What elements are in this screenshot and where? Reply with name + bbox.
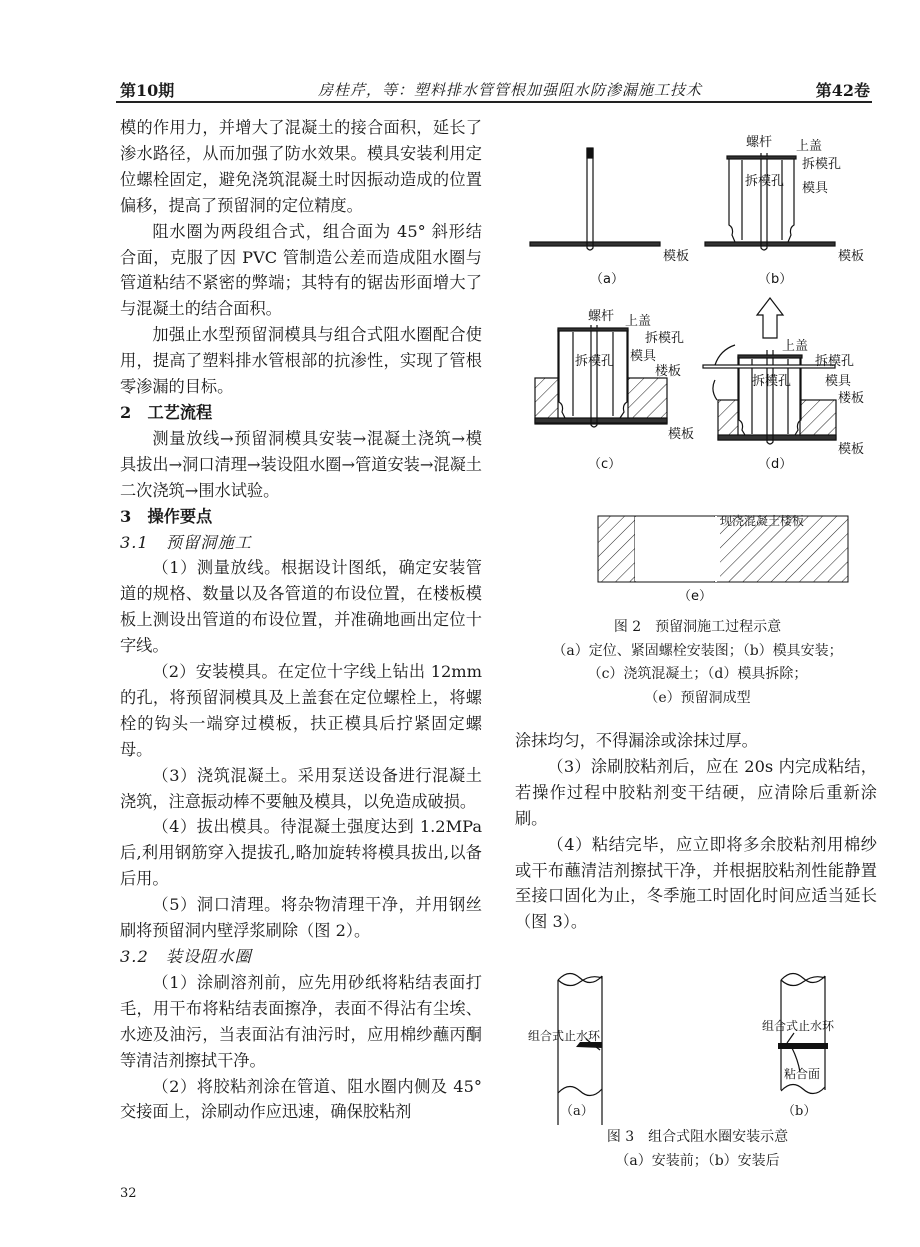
paragraph: （2）将胶粘剂涂在管道、阻水圈内侧及 45° 交接面上，涂刷动作应迅速，确保胶粘剂 — [120, 1076, 482, 1122]
panel-a-label: （a） — [590, 272, 624, 287]
paragraph: （5）洞口清理。将杂物清理干净，并用钢丝刷将预留洞内壁浮浆刷除（图 2）。 — [120, 895, 482, 941]
volume-number: 第42卷 — [815, 81, 870, 100]
paragraph: （3）涂刷胶粘剂后，应在 20s 内完成粘结，若操作过程中胶粘剂变干结硬，应清除后重新涂刷。 — [515, 756, 877, 828]
panel-c-label: （c） — [588, 457, 622, 472]
paragraph: 涂抹均匀，不得漏涂或涂抹过厚。 — [515, 731, 758, 750]
figure-2-title: 图 2 预留洞施工过程示意 — [613, 619, 782, 635]
label-formwork-a: 模板 — [663, 249, 690, 264]
label-hole-d-inner: 拆模孔 — [752, 374, 792, 389]
figure-3-sub: （a）安装前；（b）安装后 — [615, 1152, 780, 1169]
paragraph: （4）拔出模具。待混凝土强度达到 1.2MPa 后,利用钢筋穿入提拔孔,略加旋转将模具拔出,以备后用。 — [120, 817, 482, 889]
label-formwork-c: 模板 — [668, 427, 695, 442]
paragraph: 模的作用力，并增大了混凝土的接合面积，延长了渗水路径，从而加强了防水效果。模具安装利用定位螺栓固定，避免浇筑混凝土时因振动造成的位置偏移，提高了预留洞的定位精度。 — [120, 118, 482, 215]
ring-after — [778, 1043, 828, 1049]
panel-3a-label: （a） — [560, 1104, 594, 1119]
label-bond-face: 粘合面 — [784, 1067, 821, 1081]
paragraph: （3）浇筑混凝土。采用泵送设备进行混凝土浇筑，注意振动棒不要触及模具，以免造成破损。 — [120, 765, 482, 811]
panel-e-label: （e） — [678, 589, 712, 604]
label-hole-b: 拆模孔 — [802, 157, 842, 172]
section-heading: 2 工艺流程 — [120, 402, 213, 422]
figure-3-title: 图 3 组合式阻水圈安装示意 — [606, 1129, 789, 1145]
label-formwork-b: 模板 — [838, 249, 865, 264]
label-bolt-b: 螺杆 — [746, 135, 773, 150]
paragraph: 阻水圈为两段组合式，组合面为 45° 斜形结合面，克服了因 PVC 管制造公差而造成阻水圈与管道粘结不紧密的弊端；其特有的锯齿形面增大了与混凝土的结合面积。 — [120, 221, 482, 319]
label-cover-c: 上盖 — [625, 314, 652, 329]
label-bolt-c: 螺杆 — [588, 309, 615, 324]
label-slab-c: 楼板 — [655, 364, 682, 379]
label-ring-a: 组合式止水环 — [528, 1029, 601, 1043]
running-title: 房桂芹，等：塑料排水管管根加强阻水防渗漏施工技术 — [317, 81, 702, 99]
page-number: 32 — [120, 1186, 137, 1201]
paragraph: （4）粘结完毕，应立即将多余胶粘剂用棉纱或干布蘸清洁剂擦拭干净，并根据胶粘剂性能静置至接口固化为止，冬季施工时固化时间应适当延长（图 3）。 — [515, 834, 877, 932]
label-ring-b: 组合式止水环 — [762, 1019, 835, 1033]
left-column — [120, 115, 482, 1125]
section-heading: 3 操作要点 — [120, 506, 213, 526]
panel-d-label: （d） — [758, 457, 793, 472]
pipe-a-bottom — [558, 1086, 602, 1095]
figure-2-sub1: （a）定位、紧固螺栓安装图；（b）模具安装； — [552, 642, 843, 659]
section-heading: 3.2 装设阻水圈 — [120, 947, 252, 966]
figure-2-caption — [515, 616, 880, 710]
figure-3-caption — [515, 1126, 880, 1173]
header-rule — [116, 101, 872, 103]
paragraph: （2）安装模具。在定位十字线上钻出 12mm 的孔，将预留洞模具及上盖套在定位螺栓上，将螺栓的钩头一端穿过模板，扶正模具后拧紧固定螺母。 — [120, 662, 482, 759]
formwork-b — [705, 242, 835, 246]
paragraph: （1）涂刷溶剂前，应先用砂纸将粘结表面打毛，用干布将粘结表面擦净，表面不得沾有尘埃、水迹及油污，当表面沾有油污时，应用棉纱蘸丙酮等清洁剂擦拭干净。 — [120, 972, 482, 1070]
label-mold-b: 模具 — [802, 181, 829, 196]
bolt-a — [587, 148, 593, 250]
label-slab-d: 楼板 — [838, 391, 865, 406]
figure-2-sub2: （c）浇筑混凝土；（d）模具拆除； — [587, 666, 808, 682]
label-cover-d: 上盖 — [782, 339, 809, 354]
label-hole-b-inner: 拆模孔 — [745, 174, 785, 189]
label-hole-c: 拆模孔 — [645, 331, 685, 346]
panel-b-label: （b） — [758, 272, 793, 287]
paragraph: （1）测量放线。根据设计图纸，确定安装管道的规格、数量以及各管道的布设位置，在楼板模板上测设出管道的布设位置，并准确地画出定位十字线。 — [120, 558, 482, 656]
label-cover-b: 上盖 — [796, 139, 823, 154]
formwork-a — [530, 242, 660, 246]
paragraph: 测量放线→预留洞模具安装→混凝土浇筑→模具拔出→洞口清理→装设阻水圈→管道安装→混凝土二次浇筑→围水试验。 — [120, 428, 482, 500]
label-hole-d: 拆模孔 — [815, 354, 855, 369]
paragraph: 加强止水型预留洞模具与组合式阻水圈配合使用，提高了塑料排水管根部的抗渗性，实现了管根零渗漏的目标。 — [120, 325, 482, 397]
figure-2-sub3: （e）预留洞成型 — [644, 689, 751, 706]
label-hole-c-inner: 拆模孔 — [575, 354, 615, 369]
panel-3b-label: （b） — [782, 1104, 817, 1119]
right-column — [515, 728, 877, 935]
issue-number: 第10期 — [120, 81, 175, 100]
label-mold-c: 模具 — [630, 349, 657, 364]
label-cast-slab: 现浇混凝土楼板 — [720, 514, 805, 528]
up-arrow-icon — [757, 298, 783, 338]
label-mold-d: 模具 — [825, 374, 852, 389]
label-formwork-d: 模板 — [838, 442, 865, 457]
figure-2-diagram — [520, 120, 880, 480]
section-heading: 3.1 预留洞施工 — [120, 532, 252, 552]
